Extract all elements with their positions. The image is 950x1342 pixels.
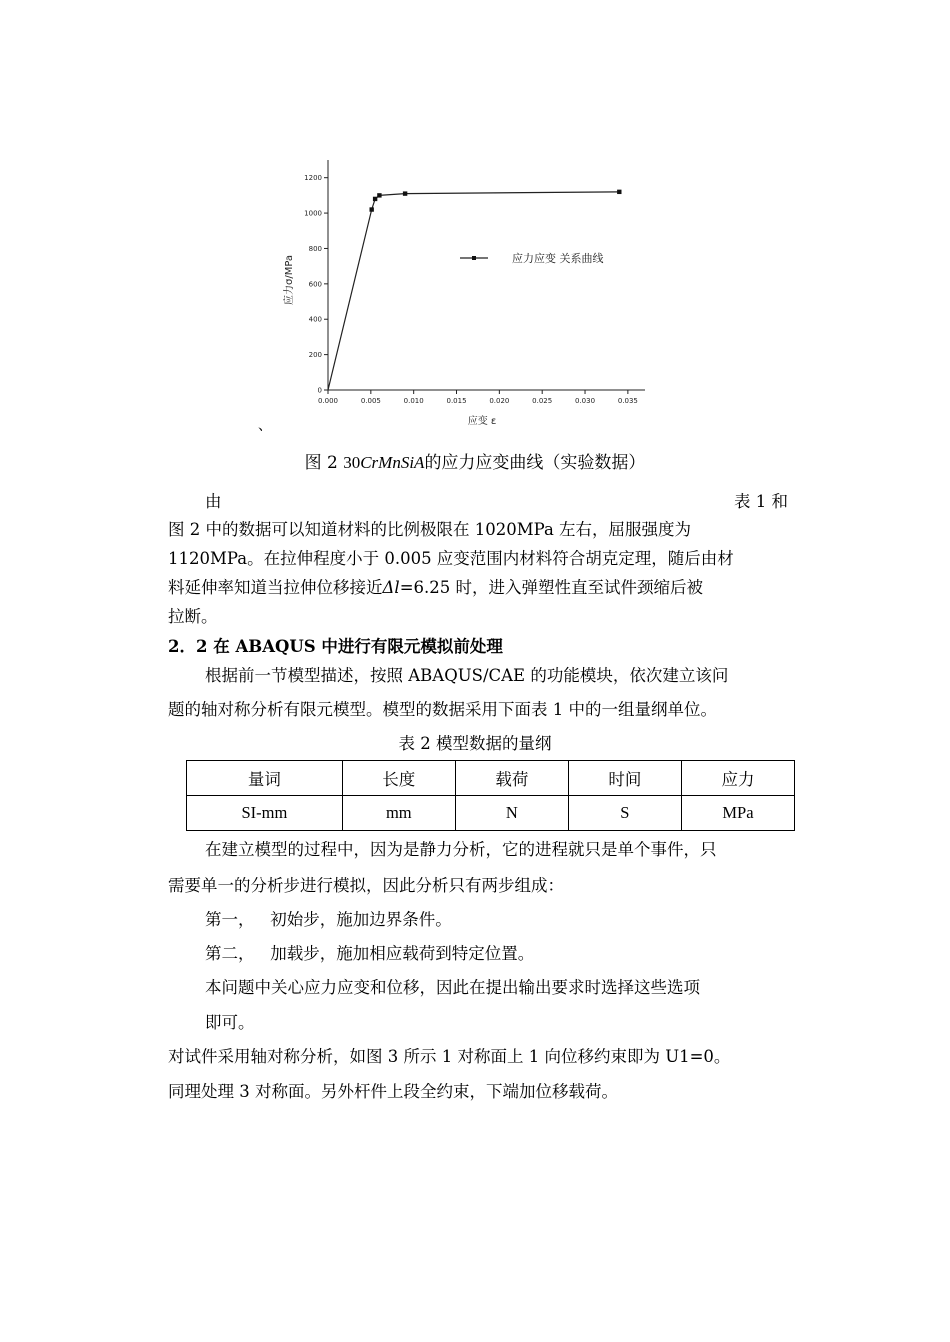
p3-line-2: 需要单一的分析步进行模拟，因此分析只有两步组成： xyxy=(168,876,564,895)
stress-strain-chart xyxy=(270,150,670,440)
p1-line-1-end: 表 1 和 xyxy=(734,492,788,511)
table-header-row xyxy=(187,761,795,796)
x-axis-label: 应变 ε xyxy=(467,416,497,427)
x-tick-label: 0.005 xyxy=(360,397,381,405)
x-tick-label: 0.035 xyxy=(617,397,638,405)
table-caption: 表 2 模型数据的量纲 xyxy=(398,734,552,753)
stray-mark: 、 xyxy=(258,418,272,434)
x-tick-label: 0.030 xyxy=(575,397,596,405)
y-tick-label: 800 xyxy=(308,244,322,253)
y-tick-label: 1200 xyxy=(304,174,322,183)
step-1: 第一， 初始步，施加边界条件。 xyxy=(205,910,452,929)
legend-swatch-marker xyxy=(472,256,476,260)
table-row xyxy=(187,796,795,831)
legend-label: 应力应变 关系曲线 xyxy=(512,252,604,265)
p2-line-1: 根据前一节模型描述，按照 ABAQUS/CAE 的功能模块，依次建立该问 xyxy=(205,666,729,685)
p1-line-2: 图 2 中的数据可以知道材料的比例极限在 1020MPa 左右，屈服强度为 xyxy=(168,520,692,539)
table-header-cell: 时间 xyxy=(568,761,681,796)
step-2: 第二， 加载步，施加相应载荷到特定位置。 xyxy=(205,944,535,963)
table-header-cell: 应力 xyxy=(681,761,794,796)
x-tick-label: 0.000 xyxy=(317,397,339,405)
table-cell: mm xyxy=(342,796,455,831)
y-tick-label: 0 xyxy=(317,386,322,395)
x-tick-label: 0.010 xyxy=(403,397,424,405)
y-tick-label: 200 xyxy=(308,351,322,360)
x-tick-label: 0.020 xyxy=(489,397,510,405)
caption-material: CrMnSiA xyxy=(360,453,425,472)
p1-line-5: 拉断。 xyxy=(168,607,218,626)
p4-line-2: 即可。 xyxy=(205,1013,255,1032)
caption-prefix: 图 2 xyxy=(304,453,338,473)
section-heading: 2．2 在 ABAQUS 中进行有限元模拟前处理 xyxy=(168,637,503,656)
x-tick-label: 0.025 xyxy=(532,397,553,405)
p1-line-1 xyxy=(205,488,788,512)
table-cell: SI-mm xyxy=(187,796,343,831)
x-tick-label: 0.015 xyxy=(446,397,467,405)
table-cell: N xyxy=(455,796,568,831)
data-point xyxy=(373,197,377,201)
p1-line-4-a: 料延伸率知道当拉伸位移接近 xyxy=(168,578,383,597)
y-axis-label: 应力σ/MPa xyxy=(284,254,295,306)
series-line xyxy=(328,192,619,390)
delta-l-symbol: Δl xyxy=(382,578,400,597)
caption-suffix: 的应力应变曲线（实验数据） xyxy=(424,453,646,473)
table-cell: MPa xyxy=(681,796,794,831)
table-header-cell: 长度 xyxy=(342,761,455,796)
table-header-cell: 量词 xyxy=(187,761,343,796)
dimensions-table xyxy=(186,760,795,831)
caption-material-number: 30 xyxy=(343,453,361,472)
figure-caption xyxy=(0,448,950,473)
data-point xyxy=(369,207,373,211)
table-cell: S xyxy=(568,796,681,831)
p3-line-1: 在建立模型的过程中，因为是静力分析，它的进程就只是单个事件，只 xyxy=(205,840,717,859)
p2-line-2: 题的轴对称分析有限元模型。模型的数据采用下面表 1 中的一组量纲单位。 xyxy=(168,700,717,719)
p5-line-2: 同理处理 3 对称面。另外杆件上段全约束，下端加位移载荷。 xyxy=(168,1082,618,1101)
table-header-cell: 载荷 xyxy=(455,761,568,796)
p1-line-3: 1120MPa。在拉伸程度小于 0.005 应变范围内材料符合胡克定理，随后由材 xyxy=(168,549,734,568)
data-point xyxy=(617,190,621,194)
p1-line-1-start: 由 xyxy=(205,492,222,511)
p1-line-4-b: =6.25 时，进入弹塑性直至试件颈缩后被 xyxy=(399,578,704,597)
p5-line-1: 对试件采用轴对称分析，如图 3 所示 1 对称面上 1 向位移约束即为 U1=0。 xyxy=(168,1047,731,1066)
y-tick-label: 600 xyxy=(308,280,322,289)
y-tick-label: 1000 xyxy=(304,209,322,218)
p4-line-1: 本问题中关心应力应变和位移，因此在提出输出要求时选择这些选项 xyxy=(205,978,700,997)
data-point xyxy=(377,193,381,197)
data-point xyxy=(403,191,407,195)
p1-line-4 xyxy=(168,574,788,598)
y-tick-label: 400 xyxy=(308,315,322,324)
